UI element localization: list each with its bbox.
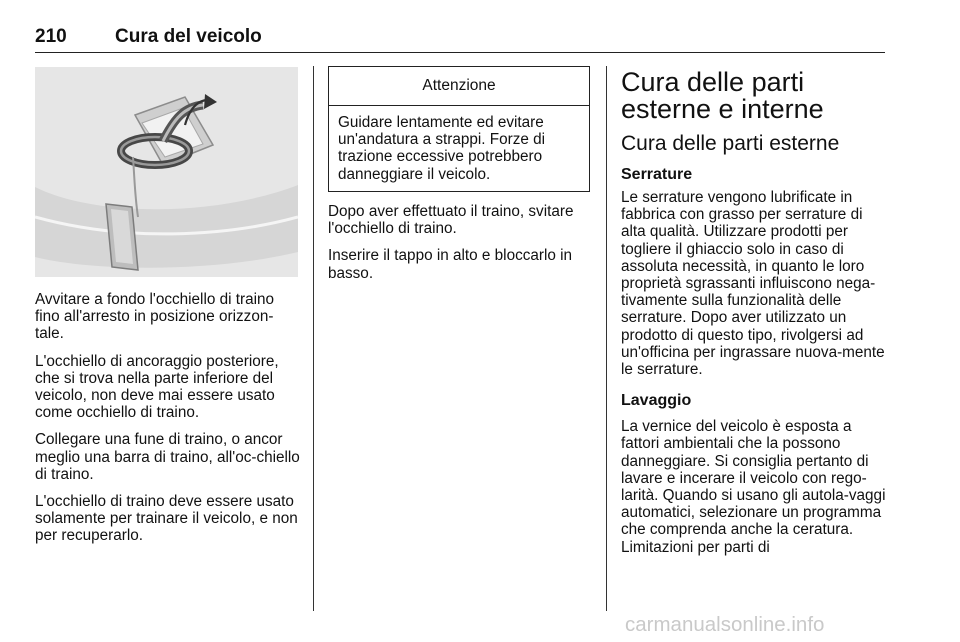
section-heading: Cura delle parti esterne	[621, 132, 840, 155]
subsection-heading: Serrature	[621, 166, 693, 183]
subsection-heading: Lavaggio	[621, 392, 692, 410]
tow-eye-illustration	[35, 67, 298, 277]
warning-box	[328, 66, 590, 192]
column-right	[621, 69, 889, 566]
section-title: Cura del veicolo	[115, 26, 262, 47]
warning-title: Attenzione	[329, 67, 589, 106]
column-divider	[606, 66, 607, 611]
paragraph: La vernice del veicolo è esposta a fattori ambientali che la possono danneggiare. Si consiglia pertanto di lavare e incerare il veicolo con rego-larità. Quando si usano gli autola-vaggi automatici, selezionare un programma che comprenda anche la ceratura. Limitazioni per parti di	[621, 418, 886, 556]
column-left	[35, 291, 300, 555]
column-divider	[313, 66, 314, 611]
paragraph: L'occhiello di traino deve essere usato solamente per trainare il veicolo, e non per recuperarlo.	[35, 493, 298, 545]
watermark: carmanualsonline.info	[625, 613, 825, 636]
paragraph: Dopo aver effettuato il traino, svitare l'occhiello di traino.	[328, 203, 574, 238]
tow-eye-icon	[35, 67, 298, 277]
warning-text: Guidare lentamente ed evitare un'andatura a strappi. Forze di trazione eccessive potrebbero danneggiare il veicolo.	[338, 114, 546, 183]
chapter-heading: Cura delle parti esterne e interne	[621, 67, 824, 124]
paragraph: Inserire il tappo in alto e bloccarlo in basso.	[328, 247, 573, 282]
paragraph: L'occhiello di ancoraggio posteriore, che si trova nella parte inferiore del veicolo, non deve mai essere usato come occhiello di traino.	[35, 352, 279, 422]
paragraph: Le serrature vengono lubrificate in fabbrica con grasso per serrature di alta qualità. Utilizzare prodotti per togliere il ghiaccio solo in caso di assoluta necessità, in quanto le loro proprietà sgrassanti influiscono nega-tivamente sulla funzionalità delle serrature. Dopo aver utilizzato un prodotto di questo tipo, rivolgersi ad un'officina per ingrassare nuova-mente le serrature.	[621, 189, 885, 379]
page-number: 210	[35, 26, 67, 47]
paragraph: Avvitare a fondo l'occhiello di traino fino all'arresto in posizione orizzon-tale.	[35, 291, 275, 343]
column-middle	[328, 203, 593, 292]
page-header	[35, 26, 885, 53]
paragraph: Collegare una fune di traino, o ancor meglio una barra di traino, all'oc-chiello di traino.	[35, 431, 300, 483]
